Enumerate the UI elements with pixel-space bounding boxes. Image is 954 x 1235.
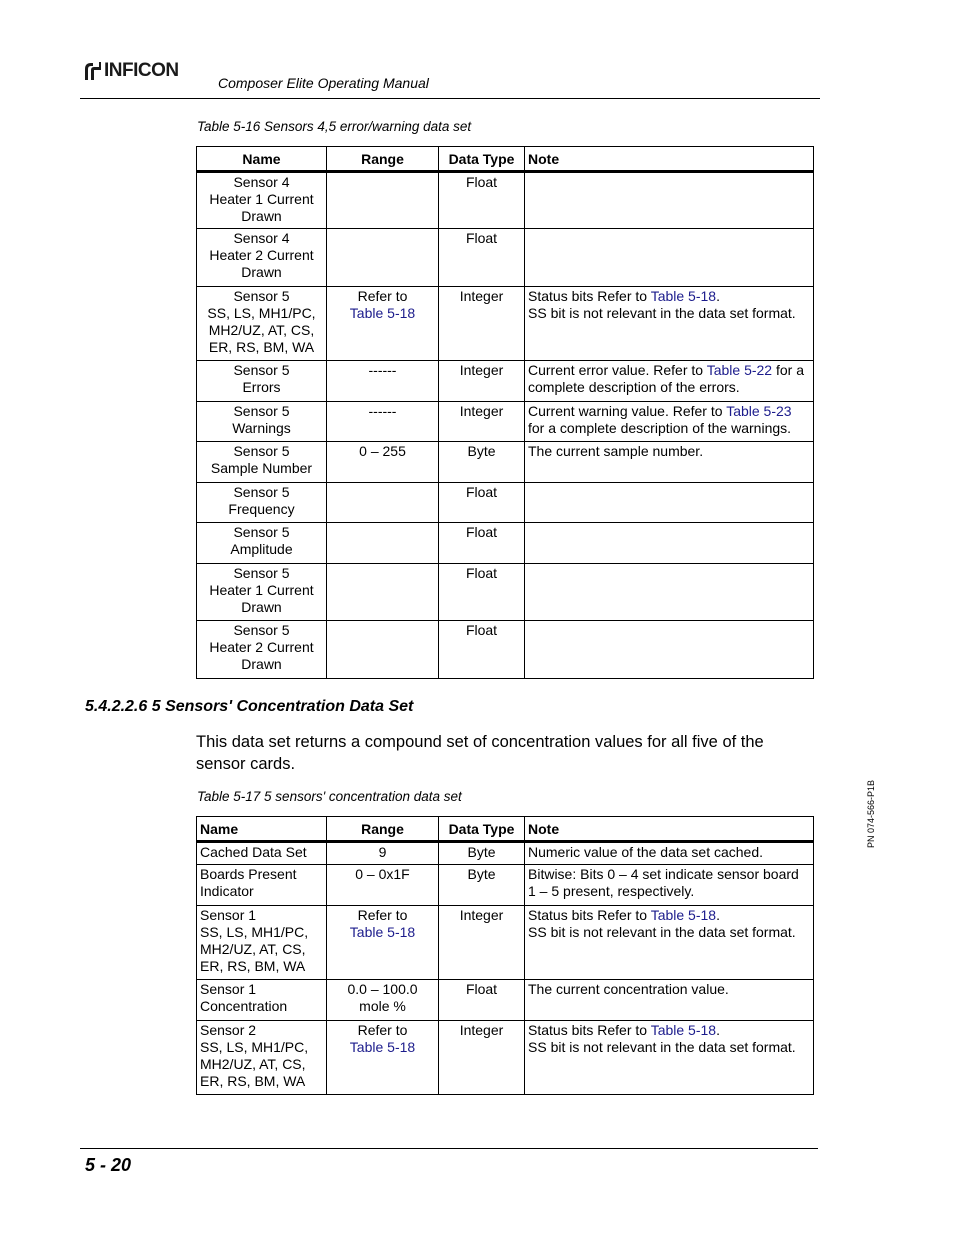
cell-name xyxy=(197,621,327,679)
cell-name-line: Drawn xyxy=(241,208,282,224)
cell-note-text: Current error value. Refer to xyxy=(528,362,707,378)
cell-name-line: Sensor 5 xyxy=(233,362,290,378)
cell-note-text: . xyxy=(716,907,720,923)
cell-range xyxy=(327,229,439,287)
cell-name-line: ER, RS, BM, WA xyxy=(200,958,306,974)
cell-data-type-text: Integer xyxy=(459,288,504,304)
cell-data-type-text: Byte xyxy=(467,866,496,882)
cell-data-type xyxy=(439,564,525,621)
cell-note xyxy=(525,442,814,483)
cell-name xyxy=(197,361,327,402)
cell-range xyxy=(327,842,439,865)
cell-note xyxy=(525,906,814,980)
cell-name xyxy=(197,287,327,361)
table-row xyxy=(197,980,814,1021)
table-5-17-caption: Table 5-17 5 sensors' concentration data set xyxy=(197,789,462,804)
cell-name xyxy=(197,483,327,523)
table-row xyxy=(197,621,814,679)
col-header-range: Range xyxy=(327,817,439,842)
table-reference-link[interactable]: Table 5-22 xyxy=(706,362,773,378)
cell-range-text: Refer to xyxy=(357,907,408,923)
cell-data-type xyxy=(439,172,525,229)
cell-range xyxy=(327,361,439,402)
table-5-17 xyxy=(196,816,814,1095)
cell-range xyxy=(327,564,439,621)
cell-range xyxy=(327,442,439,483)
cell-name-line: Sensor 5 xyxy=(233,288,290,304)
cell-data-type xyxy=(439,842,525,865)
cell-range-text: 0 – 0x1F xyxy=(355,866,410,882)
cell-name-line: SS, LS, MH1/PC, xyxy=(200,1039,309,1055)
cell-range-text: 0 – 255 xyxy=(359,443,406,459)
cell-name xyxy=(197,523,327,564)
cell-note xyxy=(525,483,814,523)
table-row xyxy=(197,483,814,523)
col-header-data-type: Data Type xyxy=(439,147,525,172)
cell-note-text: Current warning value. Refer to xyxy=(528,403,727,419)
cell-data-type xyxy=(439,1021,525,1095)
cell-name-line: SS, LS, MH1/PC, xyxy=(200,924,309,940)
cell-data-type-text: Integer xyxy=(459,907,504,923)
cell-range xyxy=(327,172,439,229)
cell-name-line: Boards Present xyxy=(200,866,297,882)
cell-range-text: ------ xyxy=(368,403,397,419)
cell-name-line: MH2/UZ, AT, CS, xyxy=(200,941,306,957)
cell-data-type-text: Float xyxy=(465,484,498,500)
cell-data-type-text: Byte xyxy=(467,844,496,860)
cell-name xyxy=(197,906,327,980)
table-reference-link[interactable]: Table 5-18 xyxy=(349,305,416,321)
table-row xyxy=(197,442,814,483)
cell-data-type xyxy=(439,980,525,1021)
cell-data-type-text: Integer xyxy=(459,403,504,419)
cell-name-line: Sensor 4 xyxy=(233,230,290,246)
cell-name-line: Sensor 5 xyxy=(233,565,290,581)
col-header-name: Name xyxy=(197,817,327,842)
cell-name-line: Errors xyxy=(242,379,281,395)
cell-note xyxy=(525,621,814,679)
brand-name: INFICON xyxy=(104,60,179,81)
cell-data-type-text: Float xyxy=(465,174,498,190)
cell-note xyxy=(525,564,814,621)
cell-note xyxy=(525,361,814,402)
cell-name xyxy=(197,980,327,1021)
cell-note-text: for a complete description of the warnings. xyxy=(528,420,792,436)
section-heading: 5.4.2.2.6 5 Sensors' Concentration Data Set xyxy=(85,698,414,715)
cell-name-line: ER, RS, BM, WA xyxy=(200,1073,306,1089)
table-row xyxy=(197,229,814,287)
cell-note xyxy=(525,980,814,1021)
cell-note-text: Status bits Refer to xyxy=(528,907,651,923)
cell-name xyxy=(197,842,327,865)
table-reference-link[interactable]: Table 5-18 xyxy=(650,288,717,304)
cell-data-type xyxy=(439,229,525,287)
cell-range xyxy=(327,523,439,564)
cell-data-type xyxy=(439,442,525,483)
header-rule xyxy=(80,98,820,99)
cell-range xyxy=(327,1021,439,1095)
cell-note-text: SS bit is not relevant in the data set format. xyxy=(528,305,796,321)
cell-name-line: SS, LS, MH1/PC, xyxy=(207,305,316,321)
cell-range-text: Refer to xyxy=(357,288,408,304)
cell-range xyxy=(327,906,439,980)
part-number: PN 074-566-P1B xyxy=(866,779,876,848)
table-row xyxy=(197,523,814,564)
table-row xyxy=(197,842,814,865)
footer-rule xyxy=(80,1148,818,1149)
cell-note-text: SS bit is not relevant in the data set format. xyxy=(528,924,796,940)
inficon-logo xyxy=(82,60,179,82)
cell-name-line: Frequency xyxy=(228,501,295,517)
cell-name-line: MH2/UZ, AT, CS, xyxy=(208,322,315,338)
cell-data-type xyxy=(439,361,525,402)
cell-name xyxy=(197,564,327,621)
cell-name-line: Drawn xyxy=(241,264,282,280)
table-row xyxy=(197,865,814,906)
cell-note xyxy=(525,402,814,442)
table-row xyxy=(197,564,814,621)
page-number: 5 - 20 xyxy=(85,1155,132,1175)
cell-range xyxy=(327,621,439,679)
cell-note-text: . xyxy=(716,288,720,304)
cell-note-text: SS bit is not relevant in the data set format. xyxy=(528,1039,796,1055)
cell-name-line: Sensor 2 xyxy=(200,1022,257,1038)
table-5-16-caption: Table 5-16 Sensors 4,5 error/warning data set xyxy=(197,119,472,134)
cell-note-text: The current concentration value. xyxy=(528,981,729,997)
cell-name-line: ER, RS, BM, WA xyxy=(208,339,315,355)
cell-name xyxy=(197,229,327,287)
cell-name-line: Heater 2 Current xyxy=(209,639,314,655)
cell-name-line: Sensor 1 xyxy=(200,907,257,923)
inficon-logo-icon xyxy=(82,60,102,82)
cell-name xyxy=(197,172,327,229)
cell-name-line: Sensor 5 xyxy=(233,484,290,500)
table-reference-link[interactable]: Table 5-18 xyxy=(650,1022,717,1038)
cell-note-text: Numeric value of the data set cached. xyxy=(528,844,764,860)
cell-range-text: Refer to xyxy=(357,1022,408,1038)
cell-range xyxy=(327,287,439,361)
table-row xyxy=(197,906,814,980)
cell-name-line: Sensor 5 xyxy=(233,443,290,459)
cell-data-type-text: Float xyxy=(465,622,498,638)
cell-name-line: Concentration xyxy=(200,998,288,1014)
cell-range xyxy=(327,980,439,1021)
cell-name-line: Heater 2 Current xyxy=(209,247,314,263)
table-row xyxy=(197,1021,814,1095)
cell-name-line: Warnings xyxy=(232,420,291,436)
cell-data-type xyxy=(439,621,525,679)
cell-name xyxy=(197,1021,327,1095)
cell-note-text: Status bits Refer to xyxy=(528,288,651,304)
cell-range-text: mole % xyxy=(359,998,406,1014)
cell-name-line: Heater 1 Current xyxy=(209,582,314,598)
cell-data-type xyxy=(439,287,525,361)
cell-data-type xyxy=(439,906,525,980)
cell-name-line: Heater 1 Current xyxy=(209,191,314,207)
cell-name-line: Sensor 5 xyxy=(233,524,290,540)
cell-name-line: MH2/UZ, AT, CS, xyxy=(200,1056,306,1072)
table-5-16 xyxy=(196,146,814,679)
manual-title: Composer Elite Operating Manual xyxy=(218,75,429,91)
cell-note xyxy=(525,229,814,287)
cell-data-type xyxy=(439,402,525,442)
table-reference-link[interactable]: Table 5-18 xyxy=(349,1039,416,1055)
cell-name-line: Sensor 1 xyxy=(200,981,257,997)
cell-name-line: Sample Number xyxy=(210,460,313,476)
cell-data-type-text: Byte xyxy=(467,443,496,459)
cell-name-line: Indicator xyxy=(200,883,254,899)
cell-range xyxy=(327,402,439,442)
cell-data-type xyxy=(439,483,525,523)
col-header-data-type: Data Type xyxy=(439,817,525,842)
cell-note xyxy=(525,172,814,229)
section-paragraph: This data set returns a compound set of concentration values for all five of the sensor cards. xyxy=(196,733,764,773)
cell-range xyxy=(327,865,439,906)
cell-name xyxy=(197,442,327,483)
cell-name-line: Drawn xyxy=(241,656,282,672)
cell-name-line: Cached Data Set xyxy=(200,844,307,860)
cell-name-line: Amplitude xyxy=(230,541,293,557)
cell-name-line: Sensor 4 xyxy=(233,174,290,190)
cell-name-line: Sensor 5 xyxy=(233,403,290,419)
cell-note-text: The current sample number. xyxy=(528,443,704,459)
cell-data-type xyxy=(439,523,525,564)
cell-range xyxy=(327,483,439,523)
cell-name-line: Sensor 5 xyxy=(233,622,290,638)
cell-name xyxy=(197,402,327,442)
col-header-range: Range xyxy=(327,147,439,172)
table-reference-link[interactable]: Table 5-18 xyxy=(650,907,717,923)
table-row xyxy=(197,172,814,229)
cell-data-type-text: Float xyxy=(465,981,498,997)
cell-range-text: ------ xyxy=(368,362,397,378)
cell-note xyxy=(525,865,814,906)
col-header-note: Note xyxy=(525,817,814,842)
cell-data-type-text: Integer xyxy=(459,362,504,378)
cell-note xyxy=(525,842,814,865)
table-reference-link[interactable]: Table 5-18 xyxy=(349,924,416,940)
col-header-note: Note xyxy=(525,147,814,172)
cell-note-text: Bitwise: Bits 0 – 4 set indicate sensor board 1 – 5 present, respectively. xyxy=(528,866,799,899)
table-reference-link[interactable]: Table 5-23 xyxy=(726,403,792,419)
cell-note-text: Status bits Refer to xyxy=(528,1022,651,1038)
cell-range-text: 9 xyxy=(378,844,387,860)
table-row xyxy=(197,402,814,442)
cell-data-type-text: Float xyxy=(465,230,498,246)
cell-name xyxy=(197,865,327,906)
table-row xyxy=(197,361,814,402)
cell-data-type xyxy=(439,865,525,906)
cell-note-text: for a complete description of the errors. xyxy=(528,362,805,395)
cell-note-text: . xyxy=(716,1022,720,1038)
cell-data-type-text: Integer xyxy=(459,1022,504,1038)
cell-data-type-text: Float xyxy=(465,565,498,581)
cell-data-type-text: Float xyxy=(465,524,498,540)
cell-note xyxy=(525,1021,814,1095)
table-row xyxy=(197,287,814,361)
cell-name-line: Drawn xyxy=(241,599,282,615)
cell-range-text: 0.0 – 100.0 xyxy=(347,981,418,997)
cell-note xyxy=(525,287,814,361)
cell-note xyxy=(525,523,814,564)
col-header-name: Name xyxy=(197,147,327,172)
